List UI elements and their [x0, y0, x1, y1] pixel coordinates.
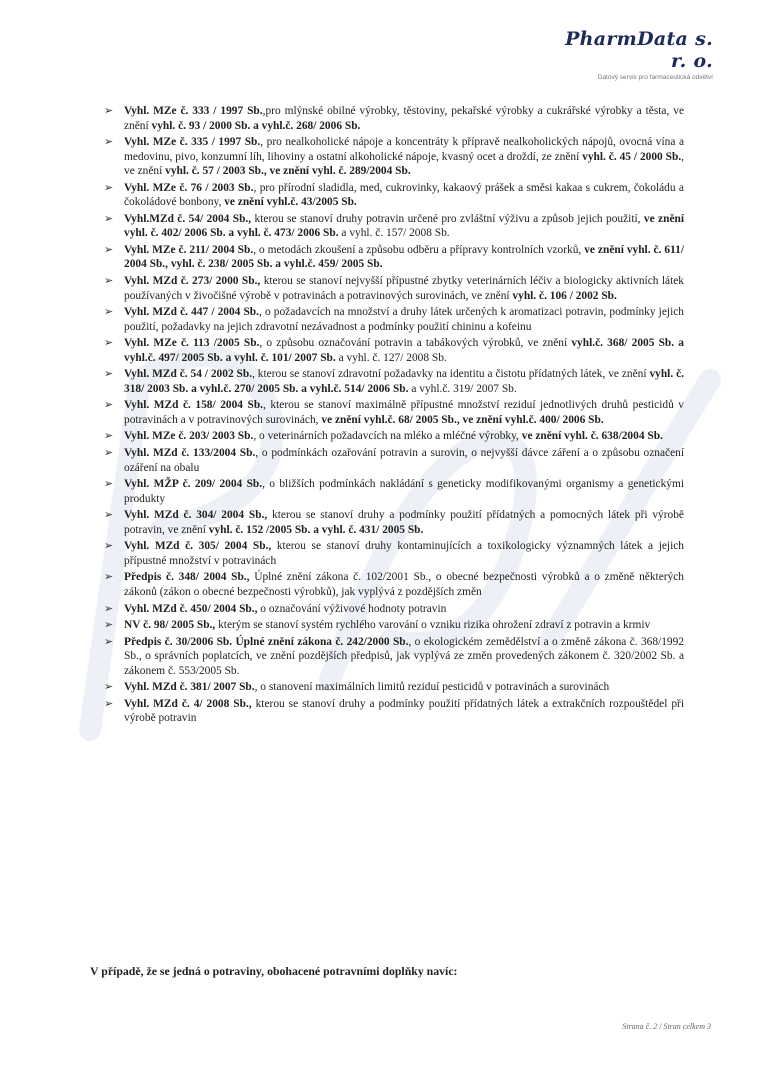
regulation-text: kterou se stanoví druhy a podmínky použití přídatných a pomocných látek při výrobě potravin, ve znění	[124, 509, 684, 536]
arrow-bullet-icon: ➢	[104, 477, 114, 491]
regulation-reference: vyhl. č. 318/ 2003 Sb. a vyhl.č. 270/ 2005 Sb. a vyhl.č. 514/ 2006 Sb.	[124, 368, 684, 395]
list-item	[104, 477, 684, 506]
regulation-reference: NV č. 98/ 2005 Sb.,	[124, 619, 216, 632]
arrow-bullet-icon: ➢	[104, 398, 114, 412]
logo-tagline: Datový servis pro farmaceutická odvětví	[597, 74, 713, 81]
list-item	[104, 211, 685, 241]
arrow-bullet-icon: ➢	[104, 539, 114, 553]
regulation-reference: Předpis č. 30/2006 Sb. Úplné znění zákona č. 242/2000 Sb.	[124, 635, 409, 648]
arrow-bullet-icon: ➢	[104, 336, 114, 350]
list-item	[104, 618, 684, 633]
regulation-text: , pro přírodní sladidla, med, cukrovinky, kakaový prášek a směsi kakaa s cukrem, čokoládu a čokoládové bonbony,	[124, 181, 684, 209]
list-item	[104, 680, 684, 695]
regulation-reference: Vyhl. MZd č. 305/ 2004 Sb.,	[124, 540, 272, 553]
regulation-reference: Vyhl. MZd č. 447 / 2004 Sb.	[124, 306, 259, 319]
regulation-reference: Vyhl. MZd č. 133/2004 Sb.	[124, 447, 256, 460]
list-item	[104, 429, 684, 444]
regulation-text: a vyhl. č. 157/ 2008 Sb.	[338, 227, 450, 240]
regulation-text: , o stanovení maximálních limitů reziduí pesticidů v potravinách a surovinách	[254, 681, 610, 694]
section-intro-text: V případě, že se jedná o potraviny, obohacené potravními doplňky navíc:	[90, 964, 458, 978]
list-item	[104, 367, 684, 396]
regulation-reference: Předpis č. 348/ 2004 Sb.,	[124, 571, 250, 584]
regulation-reference: Vyhl.MZd č. 54/ 2004 Sb.,	[124, 212, 252, 225]
regulation-text: kterou se stanoví druhy kontaminujících a toxikologicky významných látek a jejich přípustné množství v potravinách	[124, 540, 684, 567]
regulation-text: , ve znění	[124, 150, 684, 178]
regulation-text: , kterou se stanoví zdravotní požadavky na identitu a čistotu přídatných látek, ve znění	[252, 368, 650, 381]
regulation-reference: Vyhl. MZd č. 273/ 2000 Sb.,	[124, 275, 261, 288]
regulation-text: , o bližších podmínkách nakládání s geneticky modifikovanými organismy a genetickými produkty	[124, 478, 684, 505]
arrow-bullet-icon: ➢	[104, 618, 114, 632]
regulation-reference: Vyhl. MZe č. 211/ 2004 Sb.	[124, 243, 254, 256]
regulation-text: , pro nealkoholické nápoje a koncentráty k přípravě nealkoholických nápojů, ovocná vína a medovinu, pivo, konzumní líh, lihoviny a ostatní alkoholické nápoje, kvasný ocet a droždí, ze znění	[124, 136, 685, 163]
arrow-bullet-icon: ➢	[104, 508, 114, 522]
regulation-reference: Vyhl. MZe č. 113 /2005 Sb.	[124, 337, 260, 350]
arrow-bullet-icon: ➢	[104, 696, 114, 710]
arrow-bullet-icon: ➢	[104, 274, 114, 288]
regulation-reference: Vyhl. MZd č. 158/ 2004 Sb.	[124, 399, 264, 412]
list-item	[104, 539, 684, 568]
list-item	[104, 135, 685, 179]
regulation-text: kterou se stanoví druhy potravin určené pro zvláštní výživu a způsob jejich použití,	[251, 212, 644, 225]
regulation-reference: vyhl.č. 368/ 2005 Sb. a vyhl.č. 497/ 2005 Sb. a vyhl. č. 101/ 2007 Sb.	[124, 337, 684, 364]
regulation-reference: Vyhl. MZe č. 333 / 1997 Sb.	[124, 105, 263, 117]
arrow-bullet-icon: ➢	[104, 367, 114, 381]
arrow-bullet-icon: ➢	[104, 680, 114, 694]
list-item	[104, 242, 684, 272]
arrow-bullet-icon: ➢	[104, 429, 114, 443]
regulation-reference: Vyhl. MZe č. 335 / 1997 Sb.	[124, 136, 261, 149]
list-item	[104, 104, 685, 133]
regulation-reference: vyhl. č. 106 / 2002 Sb.	[512, 289, 617, 302]
regulation-text: kterým se stanoví systém rychlého varování o vzniku rizika ohrožení zdraví z potravin a krmiv	[215, 619, 651, 632]
arrow-bullet-icon: ➢	[104, 211, 114, 225]
regulation-reference: ve znění vyhl. č. 402/ 2006 Sb. a vyhl. č. 473/ 2006 Sb.	[124, 212, 685, 240]
list-item	[104, 398, 684, 427]
arrow-bullet-icon: ➢	[104, 104, 114, 117]
regulation-text: Úplné znění zákona č. 102/2001 Sb., o obecné bezpečnosti výrobků a o změně některých zákonů (zákon o obecné bezpečnosti výrobků), jak vyplývá z pozdějších změn	[124, 571, 684, 598]
page-number: Strana č. 2 / Stran celkem 3	[622, 1022, 711, 1031]
arrow-bullet-icon: ➢	[104, 601, 114, 615]
regulation-reference: vyhl. č. 93 / 2000 Sb. a vyhl.č. 268/ 2006 Sb.	[151, 119, 361, 132]
regulation-text: a vyhl. č. 127/ 2008 Sb.	[335, 351, 447, 364]
regulation-reference: Vyhl. MZd č. 450/ 2004 Sb.,	[124, 602, 258, 615]
regulation-reference: Vyhl. MZe č. 203/ 2003 Sb.	[124, 430, 254, 443]
arrow-bullet-icon: ➢	[104, 634, 114, 648]
list-item	[104, 570, 684, 599]
list-item	[104, 508, 684, 537]
list-item	[104, 601, 684, 617]
arrow-bullet-icon: ➢	[104, 135, 114, 149]
list-item	[104, 305, 684, 334]
regulation-text: o označování výživové hodnoty potravin	[257, 602, 447, 615]
regulation-text: a vyhl.č. 319/ 2007 Sb.	[408, 382, 517, 395]
regulation-reference: Vyhl. MŽP č. 209/ 2004 Sb.	[124, 478, 263, 491]
arrow-bullet-icon: ➢	[104, 305, 114, 319]
regulation-text: , o metodách zkoušení a způsobu odběru a přípravy kontrolních vzorků,	[253, 243, 585, 256]
regulation-text: ,pro mlýnské obilné výrobky, těstoviny, pekařské výrobky a cukrářské výrobky a těsta, ve znění	[124, 105, 685, 132]
regulation-text: , o požadavcích na množství a druhy látek určených k aromatizaci potravin, podmínky jejich použití, požadavky na jejich zdravotní nezávadnost a podmínky použití chininu a kofeinu	[124, 306, 684, 333]
list-item	[104, 634, 684, 679]
regulation-reference: vyhl. č. 57 / 2003 Sb., ve znění vyhl. č. 289/2004 Sb.	[165, 165, 411, 178]
list-item	[104, 274, 684, 303]
regulation-text: , o veterinárních požadavcích na mléko a mléčné výrobky,	[253, 430, 522, 443]
regulation-text: , o ekologickém zemědělství a o změně zákona č. 368/1992 Sb., o správních poplatcích, ve znění pozdějších předpisů, jak vyplývá ze změn provedených zákonem č. 320/2002 Sb. a zákonem č. 553/2005 Sb.	[124, 635, 684, 677]
logo-text: PharmData s. r. o.	[565, 28, 713, 72]
regulation-reference: vyhl. č. 152 /2005 Sb. a vyhl. č. 431/ 2005 Sb.	[208, 523, 424, 536]
regulation-text: , o podmínkách ozařování potravin a surovin, o nejvyšší dávce záření a o způsobu označení ozáření na obalu	[124, 447, 685, 474]
list-item	[104, 336, 684, 365]
list-item	[104, 696, 684, 726]
regulation-text: kterou se stanoví nejvyšší přípustné zbytky veterinárních léčiv a biologicky aktivních látek používaných v živočišné výrobě v potravinách a potravinových surovinách, ve znění	[124, 275, 684, 302]
arrow-bullet-icon: ➢	[104, 242, 114, 256]
regulation-reference: Vyhl. MZd č. 54 / 2002 Sb.	[124, 368, 253, 381]
regulation-text: kterou se stanoví druhy a podmínky použití přídatných látek a extrakčních rozpouštědel při výrobě potravin	[124, 697, 684, 725]
company-logo	[563, 28, 713, 81]
legislation-list	[104, 104, 685, 728]
regulation-text: , o způsobu označování potravin a tabákových výrobků, ve znění	[259, 337, 572, 350]
regulation-reference: Vyhl. MZe č. 76 / 2003 Sb.	[124, 181, 254, 194]
regulation-reference: vyhl. č. 45 / 2000 Sb.	[582, 150, 682, 163]
regulation-reference: Vyhl. MZd č. 304/ 2004 Sb.,	[124, 509, 268, 522]
regulation-reference: ve znění vyhl. č. 638/2004 Sb.	[521, 430, 663, 443]
arrow-bullet-icon: ➢	[104, 570, 114, 584]
regulation-reference: ve znění vyhl.č. 68/ 2005 Sb., ve znění vyhl.č. 400/ 2006 Sb.	[321, 413, 604, 426]
regulation-reference: Vyhl. MZd č. 4/ 2008 Sb.,	[124, 697, 252, 710]
regulation-reference: ve znění vyhl.č. 43/2005 Sb.	[224, 196, 357, 209]
regulation-reference: ve znění vyhl. č. 611/ 2004 Sb., vyhl. č. 238/ 2005 Sb. a vyhl.č. 459/ 2005 Sb.	[124, 243, 684, 271]
list-item	[104, 446, 685, 475]
regulation-text: , kterou se stanoví maximálně přípustné množství reziduí jednotlivých druhů pesticidů v potravinách a v potravinových surovinách,	[124, 399, 684, 426]
arrow-bullet-icon: ➢	[104, 446, 114, 460]
regulation-reference: Vyhl. MZd č. 381/ 2007 Sb.	[124, 681, 255, 694]
arrow-bullet-icon: ➢	[104, 180, 114, 194]
list-item	[104, 180, 684, 210]
